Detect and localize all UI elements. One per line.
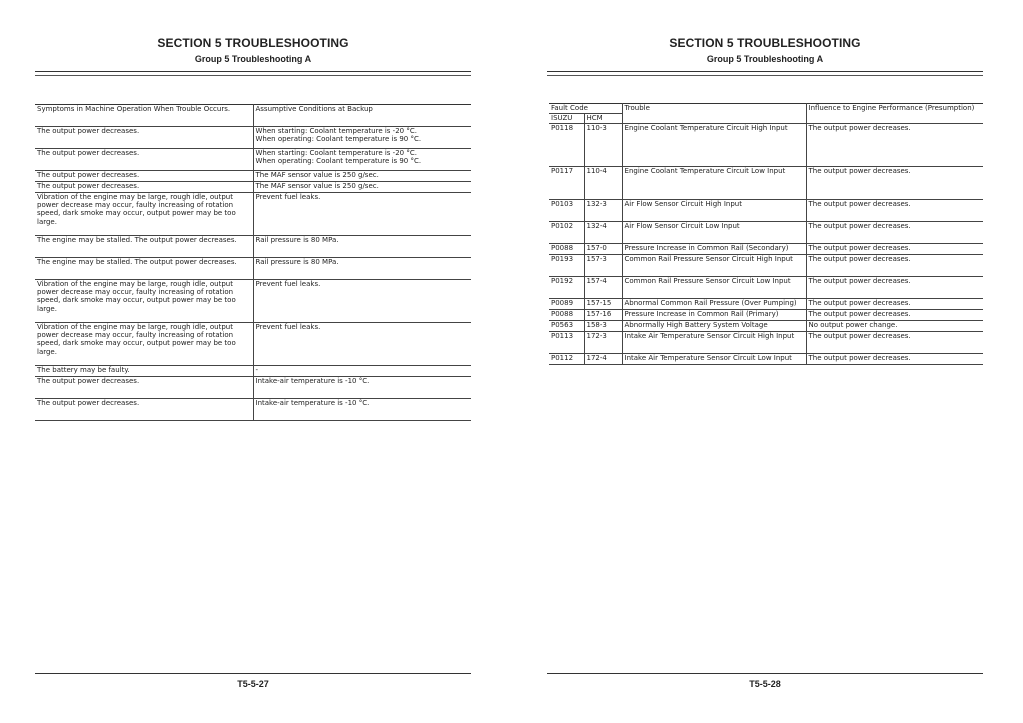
table-row xyxy=(549,244,983,255)
influence-cell: The output power decreases. xyxy=(806,354,983,365)
left-page xyxy=(0,0,511,723)
isuzu-code-cell: P0193 xyxy=(549,255,584,277)
symptom-cell: The engine may be stalled. The output power decreases. xyxy=(35,236,253,258)
influence-cell: The output power decreases. xyxy=(806,299,983,310)
influence-cell: The output power decreases. xyxy=(806,244,983,255)
influence-cell: The output power decreases. xyxy=(806,332,983,354)
table-row xyxy=(35,182,471,193)
table-row xyxy=(35,366,471,377)
symptoms-table xyxy=(35,104,471,421)
symptom-cell: The engine may be stalled. The output power decreases. xyxy=(35,258,253,280)
page-header xyxy=(547,36,983,64)
page-number: T5-5-27 xyxy=(237,679,269,689)
influence-cell: The output power decreases. xyxy=(806,200,983,222)
hcm-code-cell: 157-16 xyxy=(584,310,622,321)
condition-cell xyxy=(253,149,471,171)
column-header-fault-code: Fault Code xyxy=(549,104,622,114)
column-header-trouble: Trouble xyxy=(622,104,806,124)
table-row xyxy=(35,399,471,421)
symptom-cell: The battery may be faulty. xyxy=(35,366,253,377)
column-header-symptoms: Symptoms in Machine Operation When Trouble Occurs. xyxy=(35,105,253,127)
column-header-conditions: Assumptive Conditions at Backup xyxy=(253,105,471,127)
hcm-code-cell: 158-3 xyxy=(584,321,622,332)
condition-cell: Prevent fuel leaks. xyxy=(253,193,471,236)
condition-line: When operating: Coolant temperature is 90 °C. xyxy=(255,135,422,144)
group-title: Group 5 Troubleshooting A xyxy=(706,54,824,64)
hcm-code-cell: 110-4 xyxy=(584,167,622,200)
trouble-cell: Abnormal Common Rail Pressure (Over Pumping) xyxy=(622,299,806,310)
hcm-code-cell: 110-3 xyxy=(584,124,622,167)
table-row xyxy=(35,323,471,366)
symptom-cell: Vibration of the engine may be large, rough idle, output power decrease may occur, faulty increasing of rotation speed, dark smoke may occur, output power may be too large. xyxy=(35,193,253,236)
hcm-code-cell: 157-4 xyxy=(584,277,622,299)
influence-cell: The output power decreases. xyxy=(806,310,983,321)
isuzu-code-cell: P0192 xyxy=(549,277,584,299)
symptom-cell: Vibration of the engine may be large, rough idle, output power decrease may occur, faulty increasing of rotation speed, dark smoke may occur, output power may be too large. xyxy=(35,323,253,366)
isuzu-code-cell: P0089 xyxy=(549,299,584,310)
hcm-code-cell: 132-4 xyxy=(584,222,622,244)
section-title: SECTION 5 TROUBLESHOOTING xyxy=(669,36,861,50)
table-row xyxy=(35,149,471,171)
table-row xyxy=(549,167,983,200)
condition-cell: Prevent fuel leaks. xyxy=(253,323,471,366)
footer-rule xyxy=(35,673,471,674)
column-header-influence: Influence to Engine Performance (Presumption) xyxy=(806,104,983,124)
hcm-code-cell: 157-3 xyxy=(584,255,622,277)
trouble-cell: Common Rail Pressure Sensor Circuit Low Input xyxy=(622,277,806,299)
trouble-cell: Intake Air Temperature Sensor Circuit High Input xyxy=(622,332,806,354)
symptom-cell: The output power decreases. xyxy=(35,171,253,182)
table-row xyxy=(35,171,471,182)
influence-cell: The output power decreases. xyxy=(806,277,983,299)
trouble-cell: Intake Air Temperature Sensor Circuit Low Input xyxy=(622,354,806,365)
table-row xyxy=(549,124,983,167)
table-row xyxy=(35,280,471,323)
isuzu-code-cell: P0118 xyxy=(549,124,584,167)
table-row xyxy=(35,127,471,149)
isuzu-code-cell: P0103 xyxy=(549,200,584,222)
isuzu-code-cell: P0117 xyxy=(549,167,584,200)
table-row xyxy=(35,193,471,236)
table-row xyxy=(35,236,471,258)
hcm-code-cell: 157-15 xyxy=(584,299,622,310)
condition-cell: Rail pressure is 80 MPa. xyxy=(253,236,471,258)
trouble-cell: Engine Coolant Temperature Circuit High Input xyxy=(622,124,806,167)
trouble-cell: Air Flow Sensor Circuit Low Input xyxy=(622,222,806,244)
column-header-isuzu: ISUZU xyxy=(549,114,584,124)
isuzu-code-cell: P0563 xyxy=(549,321,584,332)
trouble-cell: Abnormally High Battery System Voltage xyxy=(622,321,806,332)
table-row xyxy=(35,258,471,280)
hcm-code-cell: 172-4 xyxy=(584,354,622,365)
symptom-cell: The output power decreases. xyxy=(35,127,253,149)
trouble-cell: Common Rail Pressure Sensor Circuit High Input xyxy=(622,255,806,277)
table-row xyxy=(35,377,471,399)
isuzu-code-cell: P0113 xyxy=(549,332,584,354)
header-rule-thin xyxy=(35,75,471,76)
symptom-cell: Vibration of the engine may be large, rough idle, output power decrease may occur, faulty increasing of rotation speed, dark smoke may occur, output power may be too large. xyxy=(35,280,253,323)
header-rule xyxy=(547,71,983,72)
table-row xyxy=(549,310,983,321)
condition-cell: Intake-air temperature is -10 °C. xyxy=(253,399,471,421)
condition-cell: The MAF sensor value is 250 g/sec. xyxy=(253,171,471,182)
condition-line: When starting: Coolant temperature is -20 °C. xyxy=(255,149,417,157)
condition-cell: Rail pressure is 80 MPa. xyxy=(253,258,471,280)
hcm-code-cell: 157-0 xyxy=(584,244,622,255)
table-row xyxy=(549,222,983,244)
group-title: Group 5 Troubleshooting A xyxy=(194,54,312,64)
table-row xyxy=(549,321,983,332)
trouble-cell: Pressure Increase in Common Rail (Primary) xyxy=(622,310,806,321)
trouble-cell: Pressure Increase in Common Rail (Secondary) xyxy=(622,244,806,255)
table-row xyxy=(549,332,983,354)
column-header-hcm: HCM xyxy=(584,114,622,124)
footer-rule xyxy=(547,673,983,674)
header-rule xyxy=(35,71,471,72)
influence-cell: The output power decreases. xyxy=(806,222,983,244)
condition-cell: - xyxy=(253,366,471,377)
isuzu-code-cell: P0088 xyxy=(549,244,584,255)
isuzu-code-cell: P0088 xyxy=(549,310,584,321)
table-row xyxy=(549,354,983,365)
symptom-cell: The output power decreases. xyxy=(35,377,253,399)
condition-cell: Prevent fuel leaks. xyxy=(253,280,471,323)
symptom-cell: The output power decreases. xyxy=(35,149,253,171)
influence-cell: The output power decreases. xyxy=(806,255,983,277)
influence-cell: No output power change. xyxy=(806,321,983,332)
isuzu-code-cell: P0112 xyxy=(549,354,584,365)
condition-cell: The MAF sensor value is 250 g/sec. xyxy=(253,182,471,193)
table-row xyxy=(549,255,983,277)
hcm-code-cell: 172-3 xyxy=(584,332,622,354)
isuzu-code-cell: P0102 xyxy=(549,222,584,244)
condition-cell: Intake-air temperature is -10 °C. xyxy=(253,377,471,399)
influence-cell: The output power decreases. xyxy=(806,124,983,167)
trouble-cell: Engine Coolant Temperature Circuit Low Input xyxy=(622,167,806,200)
fault-code-table xyxy=(549,103,983,365)
page-header xyxy=(35,36,471,64)
influence-cell: The output power decreases. xyxy=(806,167,983,200)
table-header-row xyxy=(35,105,471,127)
right-page xyxy=(512,0,1023,723)
symptom-cell: The output power decreases. xyxy=(35,399,253,421)
table-row xyxy=(549,200,983,222)
header-rule-thin xyxy=(547,75,983,76)
symptom-cell: The output power decreases. xyxy=(35,182,253,193)
table-header-row xyxy=(549,104,983,114)
hcm-code-cell: 132-3 xyxy=(584,200,622,222)
condition-line: When starting: Coolant temperature is -20 °C. xyxy=(255,127,417,135)
page-number: T5-5-28 xyxy=(749,679,781,689)
table-row xyxy=(549,277,983,299)
condition-line: When operating: Coolant temperature is 90 °C. xyxy=(255,157,422,166)
section-title: SECTION 5 TROUBLESHOOTING xyxy=(157,36,349,50)
trouble-cell: Air Flow Sensor Circuit High Input xyxy=(622,200,806,222)
condition-cell xyxy=(253,127,471,149)
table-row xyxy=(549,299,983,310)
